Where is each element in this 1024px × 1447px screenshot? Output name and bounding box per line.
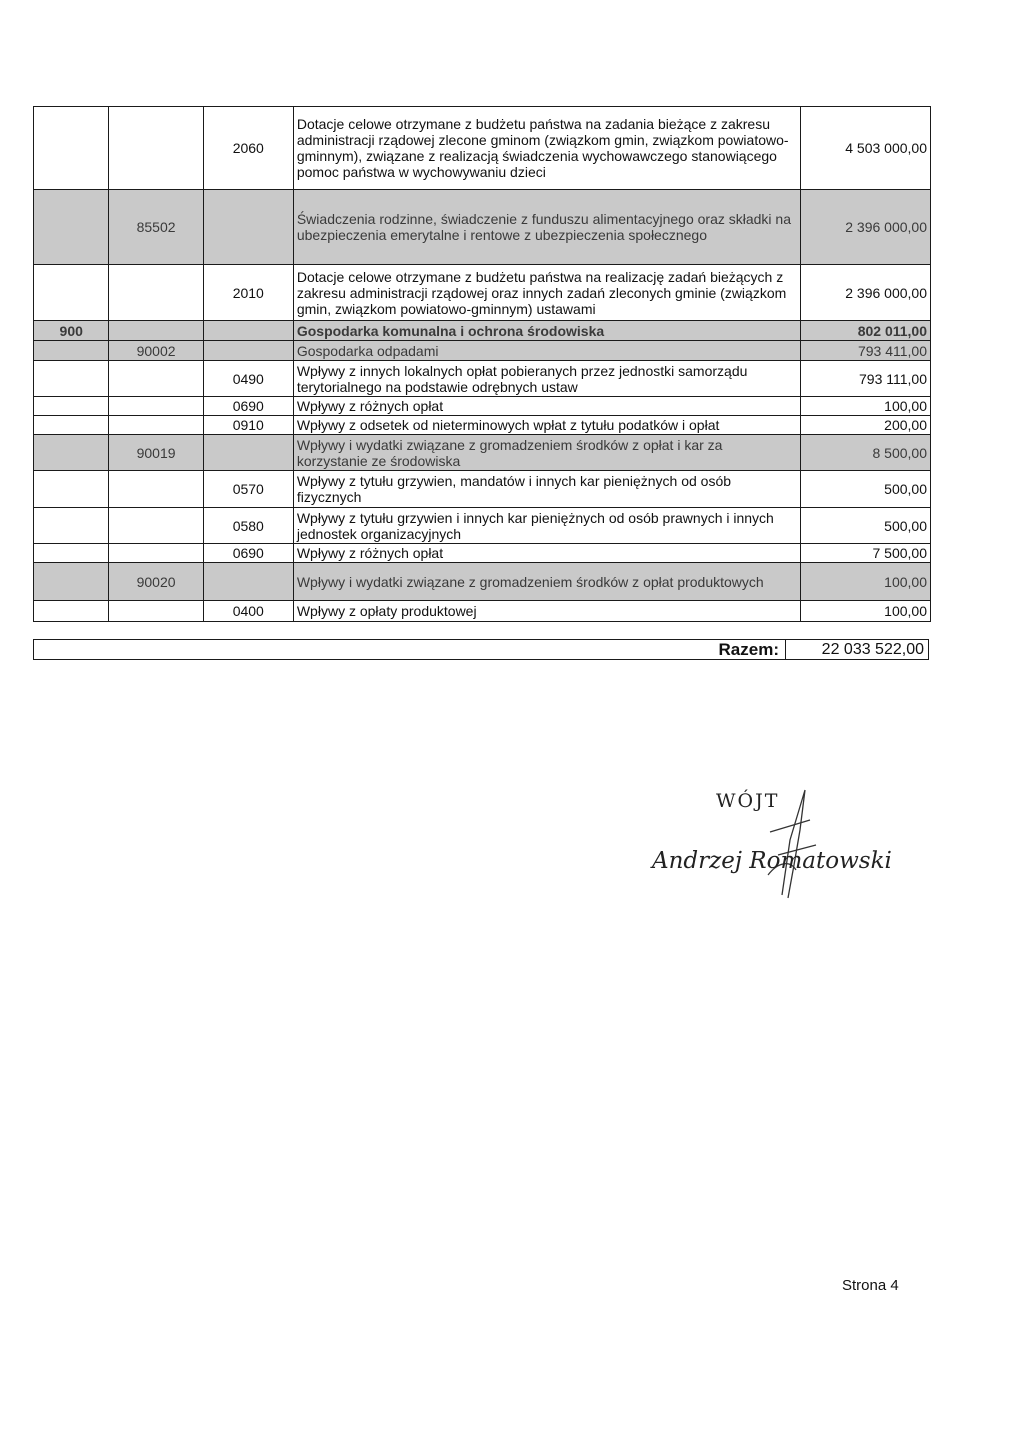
paragraf-cell: 2060 bbox=[203, 107, 293, 190]
total-row bbox=[33, 639, 929, 660]
table-row bbox=[34, 265, 931, 321]
rozdzial-cell bbox=[109, 544, 203, 563]
dzial-cell bbox=[34, 265, 109, 321]
rozdzial-cell bbox=[109, 265, 203, 321]
dzial-cell bbox=[34, 563, 109, 601]
table-row bbox=[34, 321, 931, 341]
description-cell: Świadczenia rodzinne, świadczenie z funduszu alimentacyjnego oraz składki na ubezpieczenia emerytalne i rentowe z ubezpieczenia społecznego bbox=[293, 190, 800, 265]
table-row bbox=[34, 435, 931, 471]
amount-cell: 7 500,00 bbox=[801, 544, 931, 563]
handwritten-signature bbox=[730, 770, 840, 910]
dzial-cell bbox=[34, 435, 109, 471]
description-cell: Dotacje celowe otrzymane z budżetu państwa na zadania bieżące z zakresu administracji rządowej zlecone gminom (związkom gmin, związkom powiatowo-gminnym), związane z realizacją świadczenia wychowawczego stanowiącego pomoc państwa w wychowywaniu dzieci bbox=[293, 107, 800, 190]
dzial-cell bbox=[34, 471, 109, 508]
dzial-cell bbox=[34, 107, 109, 190]
paragraf-cell: 0580 bbox=[203, 508, 293, 544]
table-row bbox=[34, 508, 931, 544]
page-number: Strona 4 bbox=[842, 1277, 899, 1294]
table-row bbox=[34, 471, 931, 508]
dzial-cell bbox=[34, 397, 109, 416]
amount-cell: 802 011,00 bbox=[801, 321, 931, 341]
amount-cell: 2 396 000,00 bbox=[801, 265, 931, 321]
table-row bbox=[34, 190, 931, 265]
rozdzial-cell bbox=[109, 471, 203, 508]
dzial-cell: 900 bbox=[34, 321, 109, 341]
dzial-cell bbox=[34, 544, 109, 563]
total-value: 22 033 522,00 bbox=[821, 641, 924, 658]
paragraf-cell bbox=[203, 321, 293, 341]
signature-title: WÓJT bbox=[716, 790, 780, 812]
paragraf-cell: 0490 bbox=[203, 361, 293, 397]
table-row bbox=[34, 397, 931, 416]
rozdzial-cell bbox=[109, 397, 203, 416]
dzial-cell bbox=[34, 601, 109, 622]
paragraf-cell: 0690 bbox=[203, 544, 293, 563]
amount-cell: 8 500,00 bbox=[801, 435, 931, 471]
table-row bbox=[34, 107, 931, 190]
description-cell: Wpływy z tytułu grzywien, mandatów i innych kar pieniężnych od osób fizycznych bbox=[293, 471, 800, 508]
rozdzial-cell bbox=[109, 416, 203, 435]
amount-cell: 100,00 bbox=[801, 563, 931, 601]
signer-name: Andrzej Romatowski bbox=[652, 848, 892, 874]
description-cell: Wpływy i wydatki związane z gromadzeniem środków z opłat i kar za korzystanie ze środowiska bbox=[293, 435, 800, 471]
paragraf-cell bbox=[203, 341, 293, 361]
amount-cell: 100,00 bbox=[801, 601, 931, 622]
amount-cell: 4 503 000,00 bbox=[801, 107, 931, 190]
rozdzial-cell: 90020 bbox=[109, 563, 203, 601]
paragraf-cell: 0690 bbox=[203, 397, 293, 416]
amount-cell: 2 396 000,00 bbox=[801, 190, 931, 265]
amount-cell: 100,00 bbox=[801, 397, 931, 416]
paragraf-cell bbox=[203, 563, 293, 601]
amount-cell: 793 111,00 bbox=[801, 361, 931, 397]
rozdzial-cell bbox=[109, 601, 203, 622]
paragraf-cell bbox=[203, 190, 293, 265]
description-cell: Wpływy z innych lokalnych opłat pobieranych przez jednostki samorządu terytorialnego na podstawie odrębnych ustaw bbox=[293, 361, 800, 397]
dzial-cell bbox=[34, 341, 109, 361]
paragraf-cell: 0400 bbox=[203, 601, 293, 622]
rozdzial-cell bbox=[109, 107, 203, 190]
paragraf-cell: 0570 bbox=[203, 471, 293, 508]
description-cell: Wpływy z tytułu grzywien i innych kar pieniężnych od osób prawnych i innych jednostek organizacyjnych bbox=[293, 508, 800, 544]
table-row bbox=[34, 563, 931, 601]
description-cell: Dotacje celowe otrzymane z budżetu państwa na realizację zadań bieżących z zakresu administracji rządowej oraz innych zadań zleconych gminie (związkom gmin, związkom powiatowo-gminnym) ustawami bbox=[293, 265, 800, 321]
description-cell: Wpływy z różnych opłat bbox=[293, 397, 800, 416]
description-cell: Wpływy i wydatki związane z gromadzeniem środków z opłat produktowych bbox=[293, 563, 800, 601]
description-cell: Wpływy z różnych opłat bbox=[293, 544, 800, 563]
rozdzial-cell bbox=[109, 321, 203, 341]
paragraf-cell: 2010 bbox=[203, 265, 293, 321]
total-label: Razem: bbox=[719, 640, 786, 659]
description-cell: Gospodarka komunalna i ochrona środowiska bbox=[293, 321, 800, 341]
dzial-cell bbox=[34, 508, 109, 544]
amount-cell: 793 411,00 bbox=[801, 341, 931, 361]
table-row bbox=[34, 544, 931, 563]
table-row bbox=[34, 416, 931, 435]
paragraf-cell: 0910 bbox=[203, 416, 293, 435]
budget-table bbox=[33, 106, 931, 622]
amount-cell: 500,00 bbox=[801, 471, 931, 508]
rozdzial-cell bbox=[109, 361, 203, 397]
table-row bbox=[34, 601, 931, 622]
paragraf-cell bbox=[203, 435, 293, 471]
table-row bbox=[34, 361, 931, 397]
dzial-cell bbox=[34, 190, 109, 265]
description-cell: Gospodarka odpadami bbox=[293, 341, 800, 361]
rozdzial-cell: 90019 bbox=[109, 435, 203, 471]
description-cell: Wpływy z odsetek od nieterminowych wpłat z tytułu podatków i opłat bbox=[293, 416, 800, 435]
table-row bbox=[34, 341, 931, 361]
dzial-cell bbox=[34, 416, 109, 435]
dzial-cell bbox=[34, 361, 109, 397]
rozdzial-cell: 85502 bbox=[109, 190, 203, 265]
description-cell: Wpływy z opłaty produktowej bbox=[293, 601, 800, 622]
rozdzial-cell: 90002 bbox=[109, 341, 203, 361]
amount-cell: 500,00 bbox=[801, 508, 931, 544]
rozdzial-cell bbox=[109, 508, 203, 544]
amount-cell: 200,00 bbox=[801, 416, 931, 435]
